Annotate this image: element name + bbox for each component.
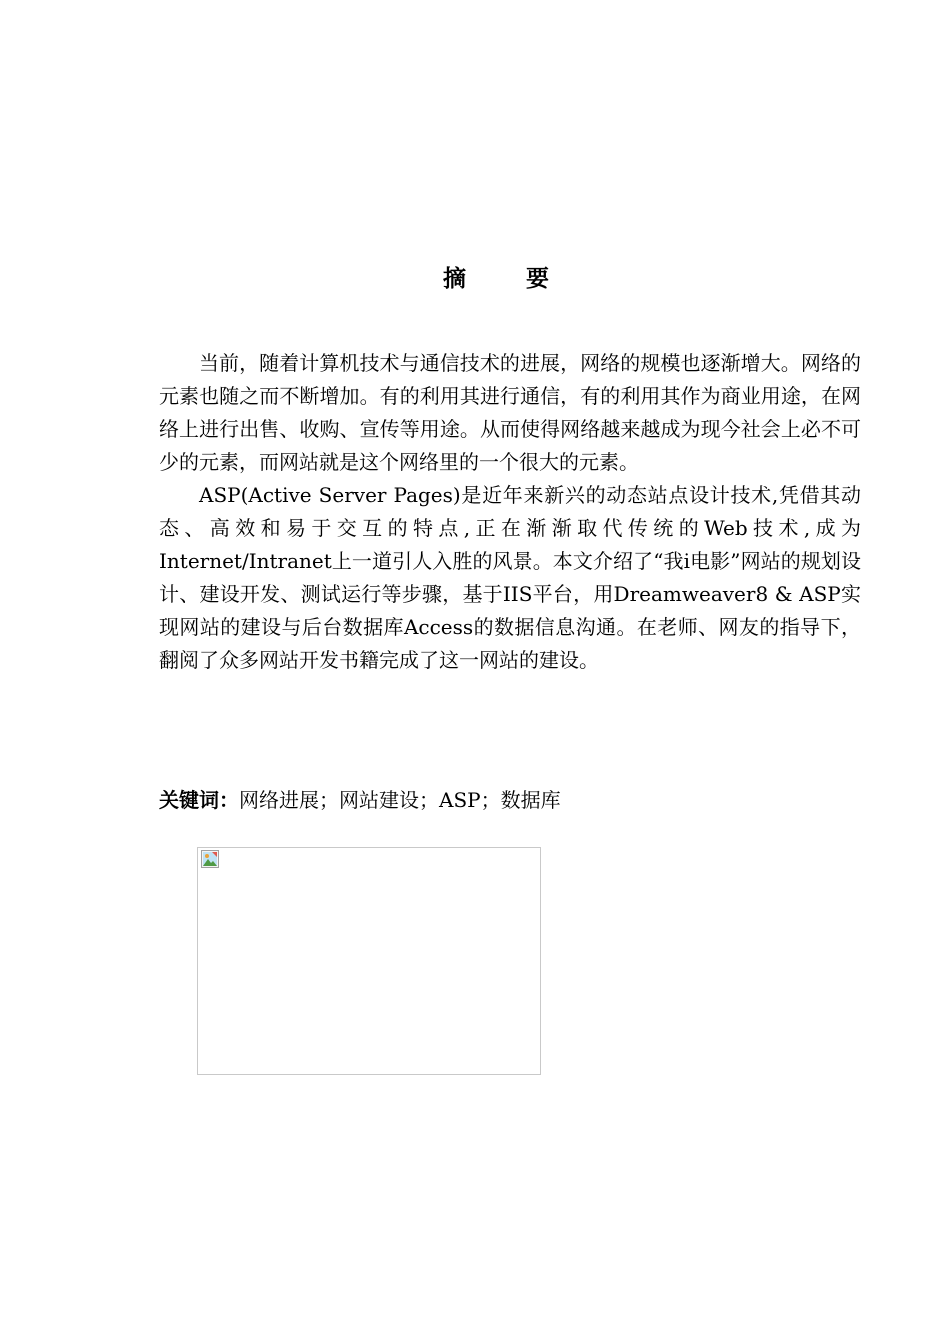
abstract-body <box>159 347 861 677</box>
broken-image-icon <box>201 850 219 868</box>
keywords-line <box>159 784 861 817</box>
abstract-paragraph: ASP(Active Server Pages)是近年来新兴的动态站点设计技术,凭借其动态、高效和易于交互的特点,正在渐渐取代传统的Web技术,成为Internet/Intranet上一道引人入胜的风景。本文介绍了“我i电影”网站的规划设计、建设开发、测试运行等步骤，基于IIS平台，用Dreamweaver8 & ASP实现网站的建设与后台数据库Access的数据信息沟通。在老师、网友的指导下，翻阅了众多网站开发书籍完成了这一网站的建设。 <box>159 483 861 672</box>
image-placeholder <box>197 847 541 1075</box>
page-title: 摘 要 <box>442 266 575 292</box>
keywords-text: 网络进展；网站建设；ASP；数据库 <box>239 788 561 812</box>
abstract-paragraph: 当前，随着计算机技术与通信技术的进展，网络的规模也逐渐增大。网络的元素也随之而不断增加。有的利用其进行通信，有的利用其作为商业用途，在网络上进行出售、收购、宣传等用途。从而使得网络越来越成为现今社会上必不可少的元素，而网站就是这个网络里的一个很大的元素。 <box>159 351 861 474</box>
keywords-label: 关键词： <box>159 788 239 812</box>
